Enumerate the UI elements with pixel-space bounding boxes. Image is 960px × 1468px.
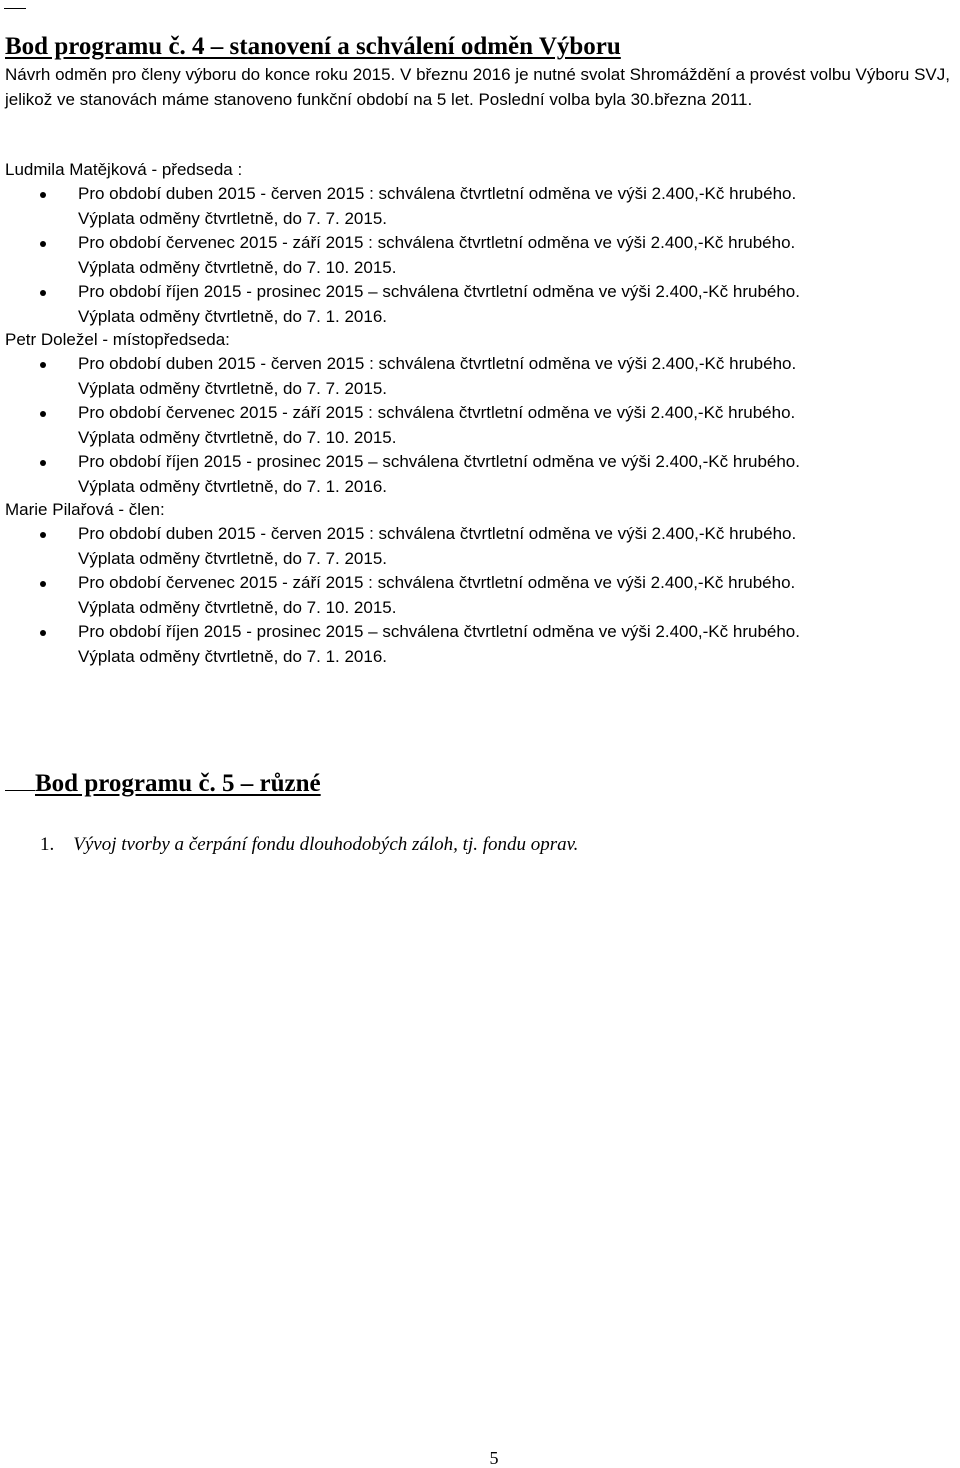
item-line-1: Pro období duben 2015 - červen 2015 : schválena čtvrtletní odměna ve výši 2.400,-Kč hrubého.: [78, 354, 797, 373]
member-name: Ludmila Matějková - předseda :: [5, 160, 243, 179]
bullet-icon: [40, 362, 46, 368]
list-item: [5, 280, 955, 329]
member-name: Marie Pilařová - člen:: [5, 500, 165, 519]
member-section-3: [5, 497, 955, 669]
bullet-icon: [40, 411, 46, 417]
item-line-2: Výplata odměny čtvrtletně, do 7. 10. 2015.: [78, 597, 397, 617]
item-line-1: Pro období říjen 2015 - prosinec 2015 – schválena čtvrtletní odměna ve výši 2.400,-Kč hrubého.: [78, 622, 800, 641]
list-item: [5, 620, 955, 669]
bullet-icon: [40, 630, 46, 636]
list-item: [5, 401, 955, 450]
member-section-1: [5, 157, 955, 329]
item-line-1: Pro období červenec 2015 - září 2015 : schválena čtvrtletní odměna ve výši 2.400,-Kč hrubého.: [78, 233, 796, 252]
item-line-1: Pro období říjen 2015 - prosinec 2015 – schválena čtvrtletní odměna ve výši 2.400,-Kč hrubého.: [78, 282, 800, 301]
list-item: [5, 182, 955, 231]
list-item: [5, 571, 955, 620]
bullet-icon: [40, 581, 46, 587]
heading-leader-line: [5, 768, 35, 791]
list-item: [5, 231, 955, 280]
heading-agenda-item-4: Bod programu č. 4 – stanovení a schválení odměn Výboru: [5, 33, 621, 60]
item-line-2: Výplata odměny čtvrtletně, do 7. 1. 2016.: [78, 646, 388, 666]
item-line-2: Výplata odměny čtvrtletně, do 7. 7. 2015.: [78, 548, 388, 568]
reward-list: [5, 522, 955, 669]
item-line-1: Pro období duben 2015 - červen 2015 : schválena čtvrtletní odměna ve výši 2.400,-Kč hrubého.: [78, 184, 797, 203]
bullet-icon: [40, 532, 46, 538]
item-number: 1.: [40, 834, 55, 855]
bullet-icon: [40, 460, 46, 466]
item-line-2: Výplata odměny čtvrtletně, do 7. 10. 2015.: [78, 427, 397, 447]
top-line-mark: [4, 8, 26, 9]
heading-agenda-item-5: [5, 768, 321, 798]
item-line-1: Pro období červenec 2015 - září 2015 : schválena čtvrtletní odměna ve výši 2.400,-Kč hrubého.: [78, 403, 796, 422]
list-item: [5, 450, 955, 499]
item-line-2: Výplata odměny čtvrtletně, do 7. 7. 2015.: [78, 208, 388, 228]
reward-list: [5, 352, 955, 499]
bullet-icon: [40, 192, 46, 198]
numbered-item: [40, 833, 578, 857]
reward-list: [5, 182, 955, 329]
item-line-2: Výplata odměny čtvrtletně, do 7. 10. 2015.: [78, 257, 397, 277]
intro-paragraph: Návrh odměn pro členy výboru do konce roku 2015. V březnu 2016 je nutné svolat Shromáždění a provést volbu Výboru SVJ, jelikož ve stanovách máme stanoveno funkční období na 5 let. Poslední volba byla 30.března 2011.: [5, 65, 950, 109]
item-line-1: Pro období říjen 2015 - prosinec 2015 – schválena čtvrtletní odměna ve výši 2.400,-Kč hrubého.: [78, 452, 800, 471]
page-number: 5: [489, 1448, 499, 1468]
item-text: Vývoj tvorby a čerpání fondu dlouhodobých záloh, tj. fondu oprav.: [73, 834, 579, 855]
item-line-2: Výplata odměny čtvrtletně, do 7. 1. 2016.: [78, 306, 388, 326]
item-line-2: Výplata odměny čtvrtletně, do 7. 1. 2016.: [78, 476, 388, 496]
bullet-icon: [40, 290, 46, 296]
list-item: [5, 522, 955, 571]
item-line-1: Pro období duben 2015 - červen 2015 : schválena čtvrtletní odměna ve výši 2.400,-Kč hrubého.: [78, 524, 797, 543]
item-line-1: Pro období červenec 2015 - září 2015 : schválena čtvrtletní odměna ve výši 2.400,-Kč hrubého.: [78, 573, 796, 592]
member-name: Petr Doležel - místopředseda:: [5, 330, 230, 349]
item-line-2: Výplata odměny čtvrtletně, do 7. 7. 2015.: [78, 378, 388, 398]
list-item: [5, 352, 955, 401]
heading-text: Bod programu č. 5 – různé: [35, 770, 321, 797]
member-section-2: [5, 327, 955, 499]
bullet-icon: [40, 241, 46, 247]
